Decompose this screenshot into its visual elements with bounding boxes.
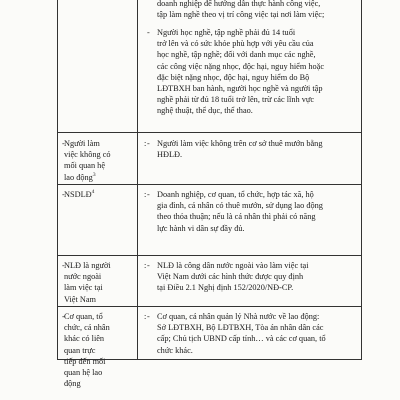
row-dash: - (62, 261, 65, 270)
term-line: NLĐ là người (64, 261, 111, 270)
text-line: Doanh nghiệp, cơ quan, tổ chức, hợp tác xã, hộ (157, 190, 314, 199)
term-line: quan hệ lao (64, 368, 103, 378)
text-line: nghề phải từ đủ 18 tuổi trở lên, trừ các lĩnh vực (157, 95, 315, 105)
text-line: chức khác. (157, 345, 193, 355)
bullet-dash: - (147, 190, 150, 199)
bullet-dash: - (147, 261, 150, 270)
term-label (64, 260, 130, 305)
text-line: NLĐ là công dân nước ngoài vào làm việc tại (157, 261, 309, 270)
term-line: Người làm (64, 139, 100, 148)
text-line: tại Điều 2.1 Nghị định 152/2020/NĐ-CP. (157, 283, 294, 293)
bullet-dash: - (147, 312, 150, 321)
text-line: lực hành vi dân sự đầy đủ. (157, 223, 245, 233)
term-line: nước ngoài (64, 272, 102, 282)
definition-text (157, 311, 357, 356)
term-line: chức, cá nhân (64, 323, 110, 333)
text-line: các công việc nặng nhọc, độc hại, nguy hiểm hoặc (157, 61, 325, 71)
term-line: Việt Nam (64, 294, 96, 304)
text-line: đặc biệt nặng nhọc, độc hại, nguy hiểm do Bộ (157, 72, 310, 82)
footnote-ref: 4 (91, 189, 95, 196)
row-divider (58, 184, 361, 185)
term-label (64, 189, 130, 200)
row-divider (58, 255, 361, 256)
term-line: động (64, 379, 81, 389)
text-line: nghệ thuật, thể dục, thể thao. (157, 106, 253, 116)
text-line: theo thỏa thuận; nếu là cá nhân thì phải có năng (157, 212, 316, 222)
text-line: Người học nghề, tập nghề phải đủ 14 tuổi (157, 28, 296, 37)
row-divider (58, 306, 361, 307)
term-line: lao động (64, 172, 93, 182)
text-line: Người làm việc không trên cơ sở thuê mướn bằng (157, 139, 323, 148)
text-line: cấp; Chủ tịch UBND cấp tỉnh… và các cơ quan, tổ (157, 334, 326, 344)
term-label (64, 138, 130, 183)
term-line: Cơ quan, tổ (64, 312, 103, 321)
definition-text (157, 260, 357, 294)
colon: : (144, 312, 147, 321)
term-line: việc không có (64, 150, 111, 160)
text-line: LĐTBXH ban hành, người học nghề và người tập (157, 84, 323, 94)
term-line: tiếp đến mối (64, 356, 106, 366)
text-line: Cơ quan, cá nhân quản lý Nhà nước về lao động: (157, 312, 320, 321)
footnote-ref: 3 (92, 171, 96, 178)
text-line: tập làm nghề theo vị trí công việc tại nơi làm việc; (157, 10, 325, 20)
text-line: trở lên và có sức khỏe phù hợp với yêu cầu của (157, 39, 314, 49)
definition-text (157, 138, 357, 160)
term-line: khác có liên (64, 334, 105, 344)
colon: : (144, 261, 147, 270)
row-dash: - (62, 190, 65, 199)
text-line: Việt Nam dưới các hình thức được quy định (157, 272, 304, 282)
term-label (64, 311, 130, 389)
term-line: mối quan hệ (64, 161, 106, 171)
row-dash: - (62, 139, 65, 148)
definitions-table (57, 0, 362, 389)
text-line: doanh nghiệp để hướng dẫn thực hành công việc, (157, 0, 321, 8)
definition-text (157, 27, 357, 117)
text-line: HĐLĐ. (157, 150, 183, 160)
bullet-dash: - (147, 28, 150, 37)
text-line: Sở LĐTBXH, Bộ LĐTBXH, Tòa án nhân dân các (157, 323, 324, 333)
row-divider (58, 132, 361, 133)
term-line: làm việc tại (64, 283, 103, 293)
definition-text (157, 0, 357, 20)
term-line: quan trực (64, 345, 96, 355)
text-line: học nghề, tập nghề; đối với danh mục các nghề, (157, 50, 316, 60)
bullet-dash: - (147, 139, 150, 148)
text-line: gia đình, cá nhân có thuê mướn, sử dụng lao động (157, 201, 323, 211)
colon: : (144, 139, 147, 148)
term-line: NSDLĐ (64, 190, 92, 199)
definition-text (157, 189, 357, 234)
row-dash: - (62, 312, 65, 321)
colon: : (144, 190, 147, 199)
